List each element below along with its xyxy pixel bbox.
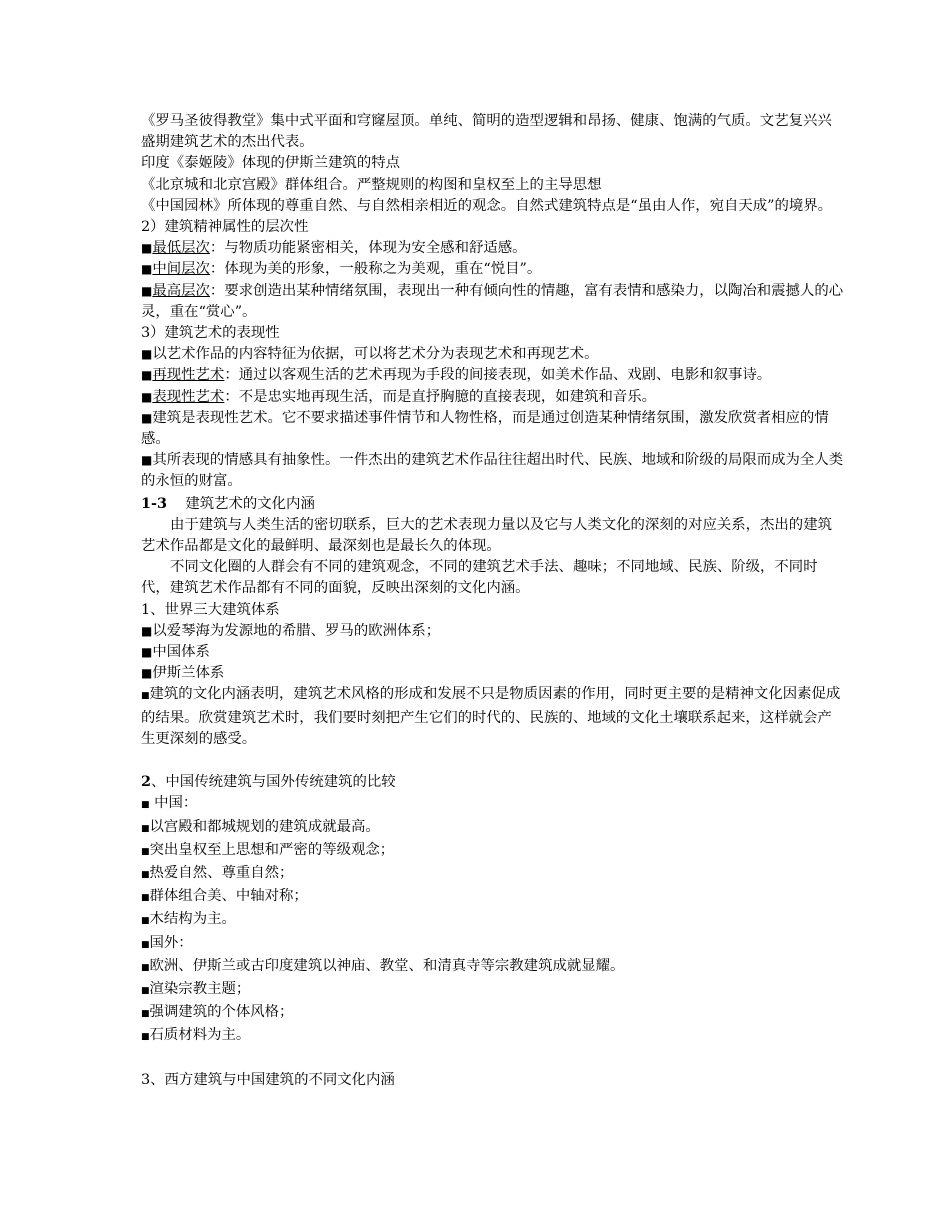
label-foreign: ■国外： (141, 934, 193, 951)
heading-comparison-number: 2 (141, 773, 152, 791)
label-china: ■ 中国： (141, 795, 198, 812)
bullet-square-icon: ■ (141, 985, 150, 996)
bullet-representational-art: ■再现性艺术：通过以客观生活的艺术再现为手段的间接表现，如美术作品、戏剧、电影和叙事诗。 (141, 367, 772, 384)
bullet-square-icon: ■ (141, 645, 153, 660)
section-heading-1-3 (141, 493, 846, 515)
bullet-architecture-expressive: ■建筑是表现性艺术。它不要求描述事件情节和人物性格，而是通过创造某种情绪氛围，激发欣赏者相应的情感。 (141, 409, 829, 448)
bullet-square-icon: ■ (141, 800, 150, 811)
bullet-square-icon: ■ (141, 916, 150, 927)
foreign-item: ■石质材料为主。 (141, 1027, 251, 1044)
level-middle (141, 259, 846, 280)
bullet-square-icon: ■ (141, 1009, 150, 1020)
bullet-square-icon: ■ (141, 241, 153, 256)
bullet-square-icon: ■ (141, 893, 150, 904)
system-islamic: ■伊斯兰体系 (141, 665, 225, 682)
level-highest-label: 最高层次 (152, 282, 210, 299)
level-middle-text: ：体现为美的形象，一般称之为美观，重在“悦目”。 (209, 261, 542, 278)
level-lowest-text: ：与物质功能紧密相关，体现为安全感和舒适感。 (209, 240, 527, 257)
bullet-square-icon: ■ (141, 823, 150, 834)
bullet-square-icon: ■ (141, 453, 153, 468)
paragraph-taj-mahal: 印度《泰姬陵》体现的伊斯兰建筑的特点 (141, 155, 401, 172)
bullet-square-icon: ■ (141, 666, 153, 681)
representational-art-label: 再现性艺术 (152, 367, 225, 384)
heading-expressiveness: 3）建筑艺术的表现性 (141, 325, 280, 342)
heading-west-vs-china: 3、西方建筑与中国建筑的不同文化内涵 (141, 1071, 395, 1088)
bullet-square-icon: ■ (141, 939, 150, 950)
paragraph-culture-note: ■建筑的文化内涵表明，建筑艺术风格的形成和发展不只是物质因素的作用，同时更主要的是精神文化因素促成的结果。欣赏建筑艺术时，我们要时刻把产生它们的时代的、民族的、地域的文化土壤联系起来，这样就会产生更深刻的感受。 (141, 686, 841, 747)
heading-three-systems: 1、世界三大建筑体系 (141, 601, 280, 618)
china-item: ■木结构为主。 (141, 911, 236, 928)
expressive-art-label: 表现性艺术 (152, 388, 225, 405)
china-item: ■群体组合美、中轴对称； (141, 888, 308, 905)
paragraph-chinese-garden: 《中国园林》所体现的尊重自然、与自然相亲相近的观念。自然式建筑特点是“虽由人作，宛自天成”的境界。 (141, 197, 833, 214)
level-middle-label: 中间层次 (152, 261, 210, 278)
bullet-art-classification: ■以艺术作品的内容特征为依据，可以将艺术分为表现艺术和再现艺术。 (141, 346, 599, 363)
paragraph-culture-2: 不同文化圈的人群会有不同的建筑观念，不同的建筑艺术手法、趣味；不同地域、民族、阶级，不同时代，建筑艺术作品都有不同的面貌，反映出深刻的文化内涵。 (141, 559, 818, 597)
bullet-abstract-emotion: ■其所表现的情感具有抽象性。一件杰出的建筑艺术作品往往超出时代、民族、地域和阶级的局限而成为全人类的永恒的财富。 (141, 452, 844, 490)
paragraph-culture-1: 由于建筑与人类生活的密切联系，巨大的艺术表现力量以及它与人类文化的深刻的对应关系，杰出的建筑艺术作品都是文化的最鲜明、最深刻也是最长久的体现。 (141, 516, 832, 555)
bullet-square-icon: ■ (141, 1032, 150, 1043)
section-number: 1-3 (141, 494, 167, 512)
spacer (141, 750, 846, 771)
level-highest (141, 281, 846, 323)
bullet-square-icon: ■ (141, 410, 153, 425)
bullet-square-icon: ■ (141, 347, 153, 362)
system-european: ■以爱琴海为发源地的希腊、罗马的欧洲体系； (141, 622, 441, 639)
spacer (141, 1049, 846, 1070)
bullet-square-icon: ■ (141, 389, 153, 404)
paragraph-beijing-palace: 《北京城和北京宫殿》群体组合。严整规则的构图和皇权至上的主导思想 (141, 176, 602, 193)
bullet-square-icon: ■ (141, 869, 150, 880)
bullet-square-icon: ■ (141, 691, 150, 702)
bullet-square-icon: ■ (141, 368, 153, 383)
foreign-item: ■渲染宗教主题； (141, 980, 251, 997)
foreign-item: ■欧洲、伊斯兰或古印度建筑以神庙、教堂、和清真寺等宗教建筑成就显耀。 (141, 957, 625, 974)
heading-spiritual-levels: 2）建筑精神属性的层次性 (141, 219, 309, 236)
china-item: ■突出皇权至上思想和严密的等级观念； (141, 841, 395, 858)
document-body (141, 111, 846, 1091)
china-item: ■以宫殿和都城规划的建筑成就最高。 (141, 818, 380, 835)
bullet-square-icon: ■ (141, 846, 150, 857)
level-lowest (141, 238, 846, 259)
level-highest-text: ：要求创造出某种情绪氛围，表现出一种有倾向性的情趣，富有表情和感染力，以陶冶和震撼人的心灵，重在“赏心”。 (141, 282, 844, 320)
china-item: ■热爱自然、尊重自然； (141, 864, 294, 881)
bullet-expressive-art: ■表现性艺术：不是忠实地再现生活，而是直抒胸臆的直接表现，如建筑和音乐。 (141, 388, 657, 405)
level-lowest-label: 最低层次 (152, 240, 210, 257)
section-title: 建筑艺术的文化内涵 (185, 495, 315, 512)
system-chinese: ■中国体系 (141, 644, 210, 661)
bullet-square-icon: ■ (141, 623, 153, 638)
bullet-square-icon: ■ (141, 262, 153, 277)
bullet-square-icon: ■ (141, 283, 153, 298)
bullet-square-icon: ■ (141, 962, 150, 973)
foreign-item: ■强调建筑的个体风格； (141, 1004, 294, 1021)
heading-comparison: 2、中国传统建筑与国外传统建筑的比较 (141, 773, 396, 791)
paragraph-st-peters: 《罗马圣彼得教堂》集中式平面和穹窿屋顶。单纯、简明的造型逻辑和昂扬、健康、饱满的气质。文艺复兴兴盛期建筑艺术的杰出代表。 (141, 113, 832, 151)
